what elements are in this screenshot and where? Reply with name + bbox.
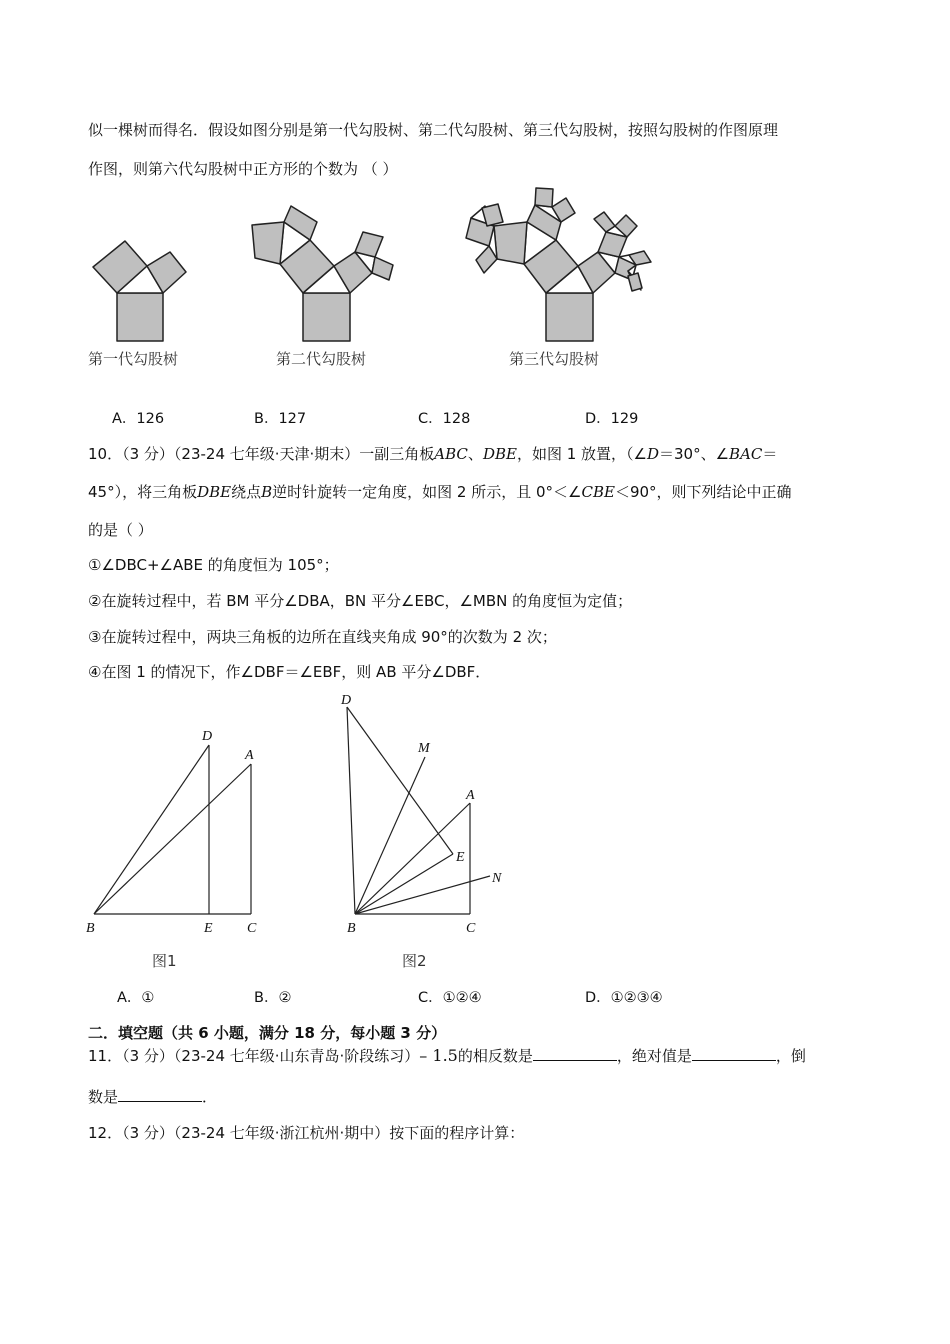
q9-option-a[interactable]: A．126 xyxy=(112,411,165,427)
q9-option-d[interactable]: D．129 xyxy=(585,411,639,427)
q10-option-c[interactable]: C．①②④ xyxy=(418,990,482,1006)
fig2-label-b: B xyxy=(347,921,356,936)
q11-text-line2: 数是 ． xyxy=(88,1088,218,1106)
fig1-label-b: B xyxy=(86,921,95,936)
q11-blank-absolute[interactable] xyxy=(692,1045,776,1061)
q10-statement-1: ①∠DBC+∠ABE 的角度恒为 105°； xyxy=(88,556,339,574)
q10-statement-2: ②在旋转过程中，若 BM 平分∠DBA，BN 平分∠EBC，∠MBN 的角度恒为定值； xyxy=(88,592,633,610)
q11-text-line1: 11．（3 分）（23-24 七年级·山东青岛·阶段练习）– 1.5的相反数是 ，绝对值是 ，倒 xyxy=(88,1046,806,1065)
q11-blank-opposite[interactable] xyxy=(533,1045,617,1061)
caption-fig1: 图1 xyxy=(152,952,177,970)
fig2-label-e: E xyxy=(456,850,465,865)
q10-text-line1: 10．（3 分）（23-24 七年级·天津·期末）一副三角板ABC、DBE，如图 1 放置，（∠D＝30°、∠BAC＝ xyxy=(88,445,778,463)
q9-text-line1: 似一棵树而得名．假设如图分别是第一代勾股树、第二代勾股树、第三代勾股树，按照勾股树的作图原理 xyxy=(88,121,779,139)
q10-statement-3: ③在旋转过程中，两块三角板的边所在直线夹角成 90°的次数为 2 次； xyxy=(88,628,557,646)
q9-text-line2: 作图，则第六代勾股树中正方形的个数为 （ ） xyxy=(88,160,398,178)
fig1-label-a: A xyxy=(245,748,254,763)
section-2-heading: 二．填空题（共 6 小题，满分 18 分，每小题 3 分） xyxy=(88,1024,447,1042)
q9-option-c[interactable]: C．128 xyxy=(418,411,471,427)
fig2-label-a: A xyxy=(466,788,475,803)
tree-gen2 xyxy=(252,206,393,341)
caption-gen1: 第一代勾股树 xyxy=(88,350,179,368)
fig1-label-c: C xyxy=(247,921,257,936)
caption-fig2: 图2 xyxy=(402,952,427,970)
q10-text-line2: 45°），将三角板DBE绕点B逆时针旋转一定角度，如图 2 所示，且 0°＜∠CBE＜90°，则下列结论中正确 xyxy=(88,483,792,501)
q10-option-d[interactable]: D．①②③④ xyxy=(585,990,663,1006)
caption-gen3: 第三代勾股树 xyxy=(509,350,600,368)
q10-statement-4: ④在图 1 的情况下，作∠DBF＝∠EBF，则 AB 平分∠DBF． xyxy=(88,663,491,681)
fig2-label-m: M xyxy=(418,741,430,756)
fig1-label-e: E xyxy=(204,921,213,936)
q10-text-line3: 的是（ ） xyxy=(88,521,153,539)
figure-2-rotated-triangles xyxy=(335,685,515,940)
q10-option-b[interactable]: B．② xyxy=(254,990,292,1006)
fig1-label-d: D xyxy=(202,729,213,744)
q10-option-a[interactable]: A．① xyxy=(117,990,155,1006)
fig2-label-n: N xyxy=(492,871,502,886)
q11-blank-reciprocal[interactable] xyxy=(118,1086,202,1102)
q9-option-b[interactable]: B．127 xyxy=(254,411,307,427)
tree-gen1 xyxy=(93,241,186,341)
fig2-label-c: C xyxy=(466,921,476,936)
figure-1-triangles xyxy=(80,720,280,940)
tree-gen3 xyxy=(466,188,651,341)
caption-gen2: 第二代勾股树 xyxy=(276,350,367,368)
q12-text: 12．（3 分）（23-24 七年级·浙江杭州·期中）按下面的程序计算： xyxy=(88,1124,525,1142)
pythagoras-trees-figure xyxy=(80,180,680,350)
fig2-label-d: D xyxy=(341,693,352,708)
